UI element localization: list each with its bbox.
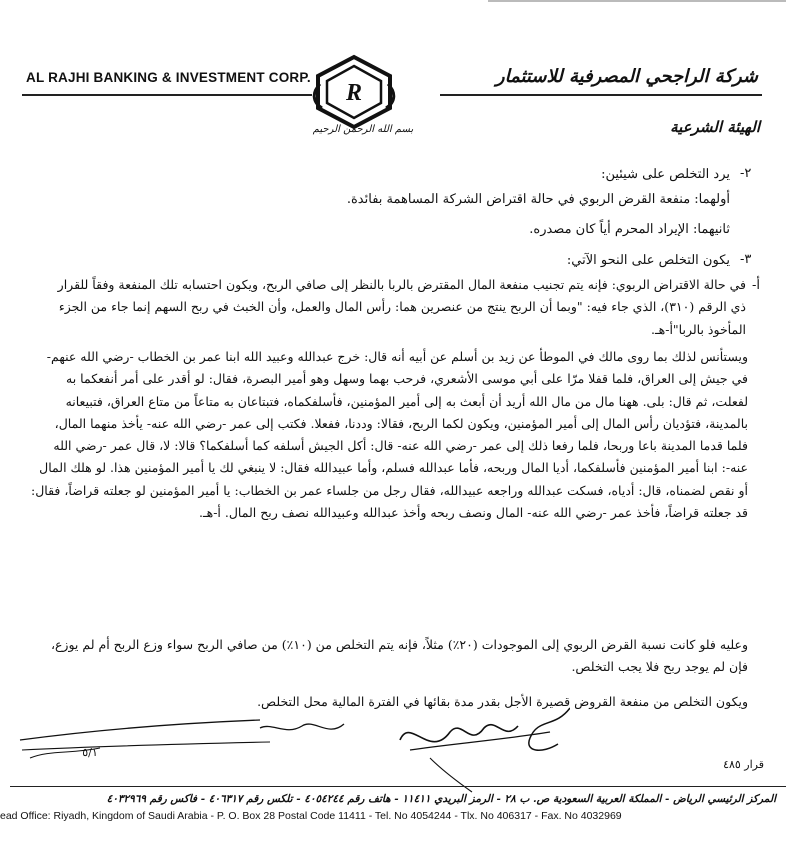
company-logo-icon	[312, 54, 396, 130]
section-3-number: -٣	[740, 252, 752, 267]
section-2-first-item: أولهما: منفعة القرض الربوي في حالة اقتراض الشركة المساهمة بفائدة.	[346, 192, 730, 207]
sharia-board-label: الهيئة الشرعية	[670, 118, 760, 136]
footer-address-english: ead Office: Riyadh, Kingdom of Saudi Arabia - P. O. Box 28 Postal Code 11411 - Tel. No 4054244 - Tlx. No 406317 - Fax. No 4032969	[0, 810, 622, 822]
paragraph-short-term-loans: ويكون التخلص من منفعة القروض قصيرة الأجل بقدر مدة بقائها في الفترة المالية محل التخلص.	[257, 694, 748, 709]
section-2-number: -٢	[740, 166, 752, 181]
footer-rule	[10, 786, 786, 787]
paragraph-riba-loan: في حالة الاقتراض الربوي: فإنه يتم تجنيب منفعة المال المقترض بالربا بالنظر إلى صافي الربح، ويكون احتسابه تلك المنفعة وفقاً للقرار ذي الرقم (٣١٠)، الذي جاء فيه: "وبما أن الربح ينتج من عنصرين هما: رأس المال والعمل، وأن الخبث في ربح السهم إنما جاء من الجزء المأخوذ بالربا"أ-هـ.	[57, 277, 746, 337]
section-2-title: يرد التخلص على شيئين:	[601, 167, 730, 182]
resolution-reference-note: قرار ٤٨٥	[723, 758, 764, 771]
company-name-arabic: شركة الراجحي المصرفية للاستثمار	[495, 66, 758, 87]
handwritten-signatures-icon	[10, 688, 570, 793]
paragraph-hadith-evidence: ويستأنس لذلك بما روى مالك في الموطأ عن زيد بن أسلم عن أبيه أنه قال: خرج عبدالله وعبيد الله ابنا عمر بن الخطاب -رضي الله عنهم- في جيش إلى العراق، فلما قفلا مرّا على أبي موسى الأشعري، فرحب بهما وسهل وهو أمير البصرة، فقال: لو أقدر على أمر أنفعكما به لفعلت، ثم قال: بلى. ههنا مال من مال الله أريد أن أبعث به إلى أمير المؤمنين، فأسلفكماه، فتبتاعان به متاعاً من متاع العراق، فتبيعانه بالمدينة، فتؤديان رأس المال إلى أمير المؤمنين، ويكون لكما الربح، فقالا: وددنا، ففعلا. فكتب إلى عمر -رضي الله عنه- يأخذ منهما المال، فلما قدما المدينة باعا وربحا، فلما رفعا ذلك إلى عمر -رضي الله عنه- قال: أكل الجيش أسلفه كما أسلفكما؟ قالا: لا، قال عمر -رضي الله عنه-: ابنا أمير المؤمنين فأسلفكما، أديا المال وربحه، فأما عبدالله فسلم، وأما عبيدالله فقال: لا ينبغي لك يا أمير المؤمنين هذا. لو هلك المال أو نقص لضمناه، قال: أدياه، فسكت عبدالله وراجعه عبيدالله، فقال رجل من جلساء عمر بن الخطاب: يا أمير المؤمنين لو جعلته قراضاً، فقال: قد جعلته قراضاً، فأخذ عمر -رضي الله عنه- المال ونصف ربحه وأخذ عبدالله وعبيدالله نصف ربح المال. أ-هـ.	[31, 349, 748, 521]
header-rule-left	[22, 94, 312, 96]
section-3-title: يكون التخلص على النحو الآتي:	[566, 253, 730, 268]
top-edge-rule	[488, 0, 786, 2]
logo-letter: R	[345, 80, 363, 106]
footer-address-arabic: المركز الرئيسي الرياض - المملكة العربية السعودية ص. ب ٢٨ - الرمز البريدي ١١٤١١ - هاتف رقم ٤٠٥٤٢٤٤ - تلكس رقم ٤٠٦٣١٧ - فاكس رقم ٤٠٣٢٩٦٩	[106, 793, 776, 805]
header-rule-right	[440, 94, 762, 96]
basmala: بسم الله الرحمن الرحيم	[312, 124, 414, 135]
handwritten-date-note: ٥/١	[82, 746, 98, 759]
paragraph-percentage-example: وعليه فلو كانت نسبة القرض الربوي إلى الموجودات (٢٠٪) مثلاً، فإنه يتم التخلص من (١٠٪) من صافي الربح سواء وزع الربح أم لم يوزع، فإن لم يوجد ربح فلا يجب التخلص.	[50, 637, 748, 675]
company-name-english: AL RAJHI BANKING & INVESTMENT CORP.	[26, 70, 311, 85]
subsection-a-marker: -أ	[752, 278, 761, 293]
section-2-second-item: ثانيهما: الإيراد المحرم أياً كان مصدره.	[529, 222, 730, 237]
